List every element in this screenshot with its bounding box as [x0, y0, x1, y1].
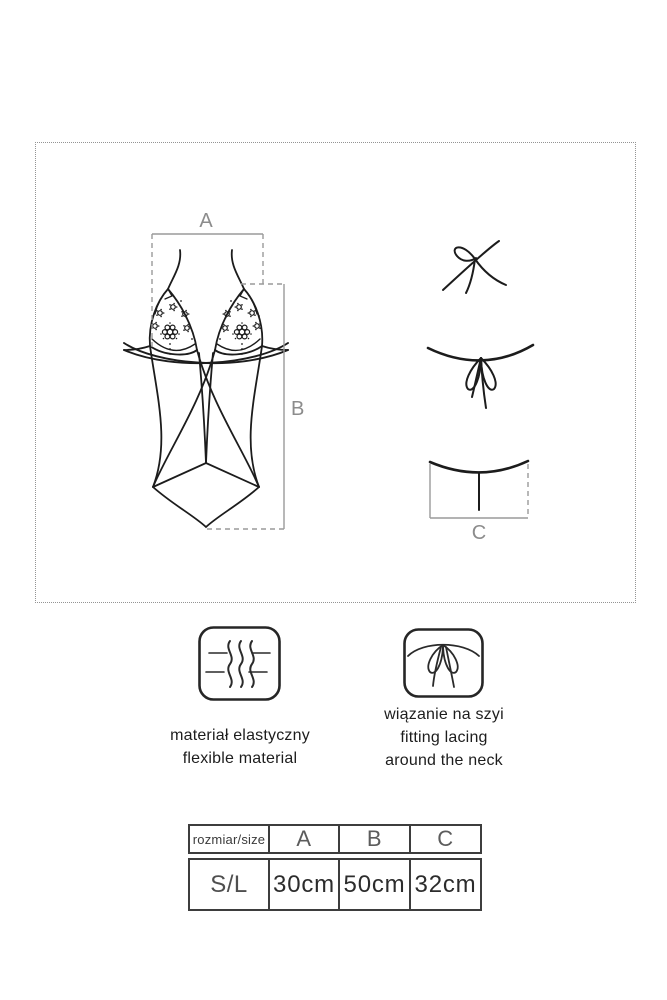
neck-tie-bow-drawing: [443, 241, 506, 293]
back-strap-bow-drawing: [428, 345, 533, 408]
back-bottom-drawing: [430, 461, 528, 510]
measurement-c-cell: 32cm: [409, 860, 480, 909]
measure-label-b: B: [291, 398, 305, 420]
stretch-material-icon: [198, 626, 281, 701]
caption-line: flexible material: [182, 750, 298, 767]
neck-lacing-icon: [403, 628, 484, 698]
caption-line: wiązanie na szyi: [384, 706, 504, 723]
measurement-b-cell: 50cm: [338, 860, 409, 909]
size-table-data-row: [188, 858, 482, 911]
caption-line: fitting lacing: [400, 729, 488, 746]
diagram-border-box: [35, 142, 636, 603]
measurement-a-cell: 30cm: [268, 860, 338, 909]
bodysuit-drawing: [124, 250, 288, 527]
size-table-col-b: B: [338, 826, 409, 852]
size-table-header-row: [188, 824, 482, 854]
garment-technical-drawing: [36, 143, 635, 602]
caption-line: materiał elastyczny: [170, 727, 310, 744]
size-table-col-c: C: [409, 826, 480, 852]
neck-lacing-caption: [324, 703, 564, 772]
measure-label-a: A: [199, 210, 213, 232]
size-table-col-a: A: [268, 826, 338, 852]
size-table-header-label: rozmiar/size: [192, 831, 266, 847]
measure-label-c: C: [471, 522, 487, 544]
caption-line: around the neck: [385, 752, 503, 769]
size-cell: S/L: [210, 870, 248, 898]
size-table: [188, 824, 482, 911]
